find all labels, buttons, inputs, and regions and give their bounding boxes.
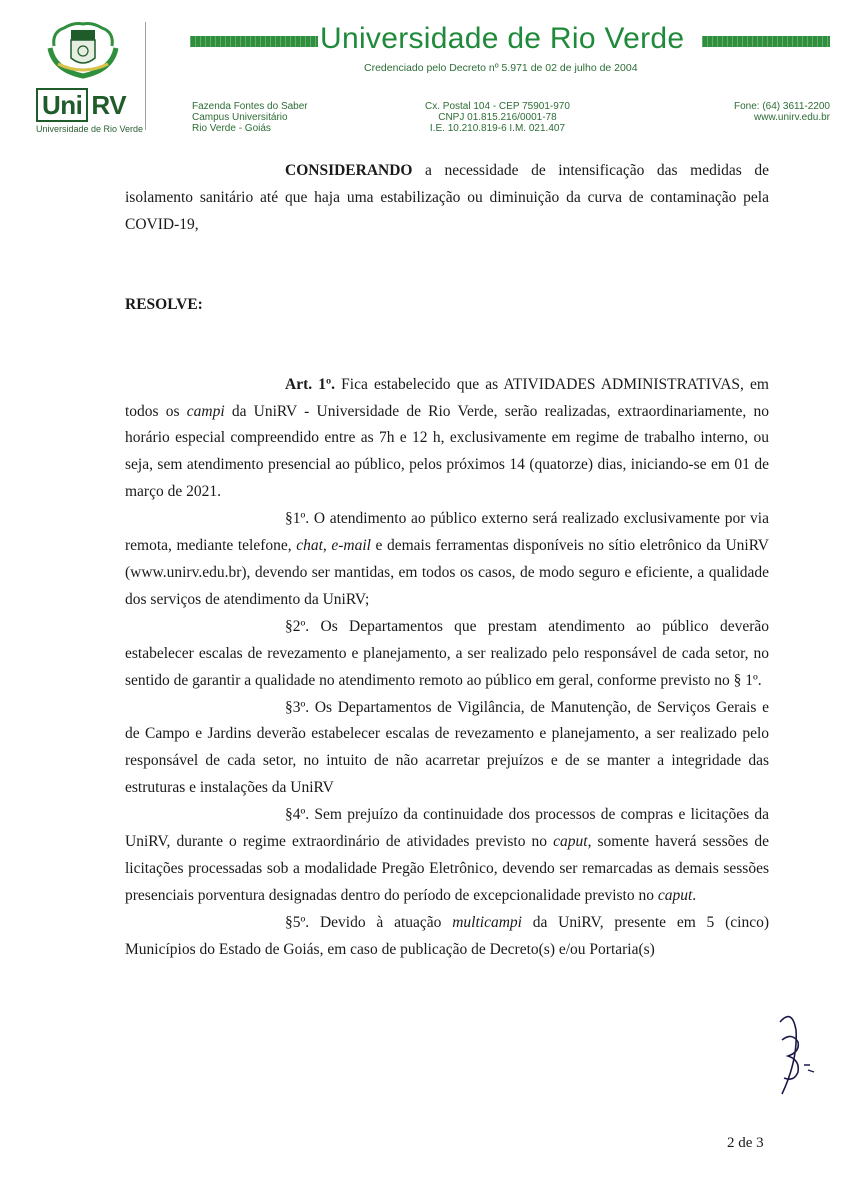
address-line: Cx. Postal 104 - CEP 75901-970	[425, 101, 570, 112]
paragraph-3: §3º. Os Departamentos de Vigilância, de Manutenção, de Serviços Gerais e de Campo e Jardins deverão estabelecer escalas de revezamento e planejamento, a ser realizado pelo responsável de cada setor, no intuito de não acarretar prejuízos e de se manter a integridade das estruturas e instalações da UniRV	[125, 698, 769, 797]
address-left	[192, 101, 308, 134]
unirv-logo	[36, 88, 146, 134]
considerando-keyword: CONSIDERANDO	[285, 162, 413, 179]
paragraph-text: a necessidade de intensificação das medidas de isolamento sanitário até que haja uma estabilização ou diminuição da curva de contaminação pela COVID-19,	[125, 162, 769, 233]
paragraph-text: da UniRV, presente em 5 (cinco) Municípios do Estado de Goiás, em caso de publicação de Decreto(s) e/ou Portaria(s)	[125, 913, 769, 958]
address-line: CNPJ 01.815.216/0001-78	[438, 112, 557, 123]
document-body	[125, 158, 769, 964]
address-mid	[425, 101, 570, 134]
italic-term: multicampi	[452, 913, 522, 931]
header-bar-left	[190, 36, 318, 47]
logo-uni: Uni	[36, 88, 88, 122]
paragraph-text: e demais ferramentas disponíveis no sítio eletrônico da UniRV (www.unirv.edu.br), devendo ser mantidas, em todos os casos, de modo seguro e eficiente, a qualidade dos serviços de atendimento da UniRV;	[125, 537, 769, 608]
paragraph-text: ,	[322, 537, 332, 555]
article-label: Art. 1º.	[285, 375, 335, 393]
header-credential: Credenciado pelo Decreto nº 5.971 de 02 de julho de 2004	[364, 62, 638, 74]
paragraph-text: §5º. Devido à atuação	[285, 913, 453, 931]
address-right	[700, 101, 830, 123]
address-line: Rio Verde - Goiás	[192, 123, 271, 134]
paragraph-text: da UniRV - Universidade de Rio Verde, serão realizadas, extraordinariamente, no horário especial compreendido entre as 7h e 12 h, exclusivamente em regime de trabalho interno, ou seja, sem atendimento presencial ao público, pelos próximos 14 (quatorze) dias, iniciando-se em 01 de março de 2021.	[125, 402, 769, 501]
logo-rv: RV	[91, 90, 127, 120]
paragraph-text: Fica estabelecido que as ATIVIDADES ADMINISTRATIVAS, em todos os	[125, 375, 769, 420]
handwritten-initial-icon	[762, 1010, 822, 1100]
paragraph-text: §1º. O atendimento ao público externo será realizado exclusivamente por via remota, mediante telefone,	[125, 510, 769, 555]
paragraph-text: .	[692, 886, 697, 904]
paragraph-4	[125, 802, 769, 910]
logo-subtitle: Universidade de Rio Verde	[36, 124, 144, 134]
resolve-heading: RESOLVE:	[125, 295, 203, 313]
paragraph-5	[125, 910, 769, 964]
paragraph-text: , somente haverá sessões de licitações processadas sob a modalidade Pregão Eletrônico, devendo ser remarcadas as demais sessões presenciais porventura designadas dentro do período de excepcionalidade previsto no	[125, 833, 769, 904]
page-number: 2 de 3	[727, 1135, 764, 1151]
address-line: Fazenda Fontes do Saber	[192, 101, 308, 112]
italic-term: caput	[657, 886, 693, 904]
italic-term: caput	[553, 833, 588, 851]
paragraph-1	[125, 506, 769, 614]
website-line: www.unirv.edu.br	[754, 112, 830, 123]
address-line: I.E. 10.210.819-6 I.M. 021.407	[429, 123, 565, 134]
paragraph-text: §4º. Sem prejuízo da continuidade dos processos de compras e licitações da UniRV, durante o regime extraordinário de atividades previsto no	[125, 806, 769, 851]
address-line: Campus Universitário	[192, 112, 288, 123]
italic-term: chat	[296, 537, 323, 555]
paragraph-2: §2º. Os Departamentos que prestam atendimento ao público deverão estabelecer escalas de revezamento e planejamento, a ser realizado pelo responsável de cada setor, no sentido de garantir a qualidade no atendimento remoto ao público em geral, conforme previsto no § 1º.	[125, 617, 769, 689]
considerando-paragraph	[125, 158, 769, 239]
italic-term: campi	[186, 402, 225, 420]
italic-term: e-mail	[331, 537, 371, 555]
university-crest-icon	[44, 18, 122, 80]
article-1	[125, 372, 769, 507]
header-bar-right	[702, 36, 830, 47]
header-title: Universidade de Rio Verde	[320, 22, 685, 55]
phone-line: Fone: (64) 3611-2200	[734, 101, 830, 112]
